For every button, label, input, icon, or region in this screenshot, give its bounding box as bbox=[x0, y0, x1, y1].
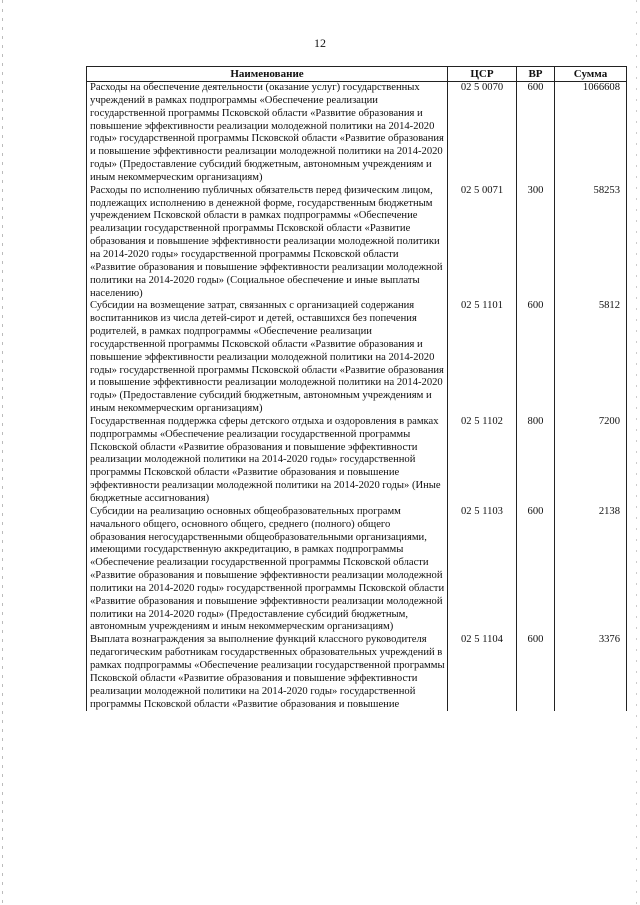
row-name: Субсидии на возмещение затрат, связанных с организацией содержания воспитанников из числа детей-сирот и детей, оставшихся без попечения родителей, в рамках подпрограммы «Обеспечение реализации государственной программы Псковской области «Развитие образования и повышение эффективности реализации молодежной политики на 2014-2020 годы» государственной программы Псковской области «Развитие образования и повышение эффективности реализации молодежной политики на 2014-2020 годы» (Предоставление субсидий бюджетным, автономным учреждениям и иным некоммерческим организациям) bbox=[87, 300, 448, 416]
scan-edge-right bbox=[636, 0, 637, 905]
table-row bbox=[87, 185, 627, 301]
budget-table bbox=[86, 66, 627, 711]
row-name: Государственная поддержка сферы детского отдыха и оздоровления в рамках подпрограммы «Обеспечение реализации государственной программы Псковской области «Развитие образования и повышение эффективности реализации молодежной политики на 2014-2020 годы» государственной программы Псковской области «Развитие образования и повышение эффективности реализации молодежной политики на 2014-2020 годы» (Иные бюджетные ассигнования) bbox=[87, 416, 448, 506]
row-vr: 800 bbox=[517, 416, 555, 506]
table-row bbox=[87, 416, 627, 506]
row-csr: 02 5 0071 bbox=[448, 185, 517, 301]
header-sum: Сумма bbox=[555, 67, 627, 82]
table-row bbox=[87, 82, 627, 185]
row-vr: 300 bbox=[517, 185, 555, 301]
row-csr: 02 5 1101 bbox=[448, 300, 517, 416]
table-row bbox=[87, 506, 627, 634]
row-sum: 58253 bbox=[555, 185, 627, 301]
table-row bbox=[87, 300, 627, 416]
row-name: Расходы на обеспечение деятельности (оказание услуг) государственных учреждений в рамках подпрограммы «Обеспечение реализации государственной программы Псковской области «Развитие образования и повышение эффективности реализации молодежной политики на 2014-2020 годы» государственной программы Псковской области «Развитие образования и повышение эффективности реализации молодежной политики на 2014-2020 годы» (Предоставление субсидий бюджетным, автономным учреждениям и иным некоммерческим организациям) bbox=[87, 82, 448, 185]
row-sum: 5812 bbox=[555, 300, 627, 416]
row-name: Расходы по исполнению публичных обязательств перед физическим лицом, подлежащих исполнению в денежной форме, государственным бюджетным учреждением Псковской области в рамках подпрограммы «Обеспечение реализации государственной программы Псковской области «Развитие образования и повышение эффективности реализации молодежной политики на 2014-2020 годы» государственной программы Псковской области «Развитие образования и повышение эффективности реализации молодежной политики на 2014-2020 годы» (Социальное обеспечение и иные выплаты населению) bbox=[87, 185, 448, 301]
row-vr: 600 bbox=[517, 634, 555, 711]
row-name: Выплата вознаграждения за выполнение функций классного руководителя педагогическим работникам государственных образовательных учреждений в рамках подпрограммы «Обеспечение реализации государственной программы Псковской области «Развитие образования и повышение эффективности реализации молодежной политики на 2014-2020 годы» государственной программы Псковской области «Развитие образования и повышение bbox=[87, 634, 448, 711]
row-csr: 02 5 1102 bbox=[448, 416, 517, 506]
table-header-row bbox=[87, 67, 627, 82]
page-number: 12 bbox=[314, 36, 326, 50]
row-name: Субсидии на реализацию основных общеобразовательных программ начального общего, основного общего, среднего (полного) общего образования негосударственными общеобразовательными организациями, имеющими государственную аккредитацию, в рамках подпрограммы «Обеспечение реализации государственной программы Псковской области «Развитие образования и повышение эффективности реализации молодежной политики на 2014-2020 годы» государственной программы Псковской области «Развитие образования и повышение эффективности реализации молодежной политики на 2014-2020 годы» (Предоставление субсидий бюджетным, автономным учреждениям и иным некоммерческим организациям) bbox=[87, 506, 448, 634]
row-vr: 600 bbox=[517, 82, 555, 185]
header-vr: ВР bbox=[517, 67, 555, 82]
row-vr: 600 bbox=[517, 300, 555, 416]
header-csr: ЦСР bbox=[448, 67, 517, 82]
scan-edge-left bbox=[2, 0, 3, 905]
header-name: Наименование bbox=[87, 67, 448, 82]
row-csr: 02 5 0070 bbox=[448, 82, 517, 185]
row-sum: 7200 bbox=[555, 416, 627, 506]
row-sum: 2138 bbox=[555, 506, 627, 634]
row-vr: 600 bbox=[517, 506, 555, 634]
row-csr: 02 5 1103 bbox=[448, 506, 517, 634]
row-sum: 1066608 bbox=[555, 82, 627, 185]
row-sum: 3376 bbox=[555, 634, 627, 711]
row-csr: 02 5 1104 bbox=[448, 634, 517, 711]
table-row bbox=[87, 634, 627, 711]
